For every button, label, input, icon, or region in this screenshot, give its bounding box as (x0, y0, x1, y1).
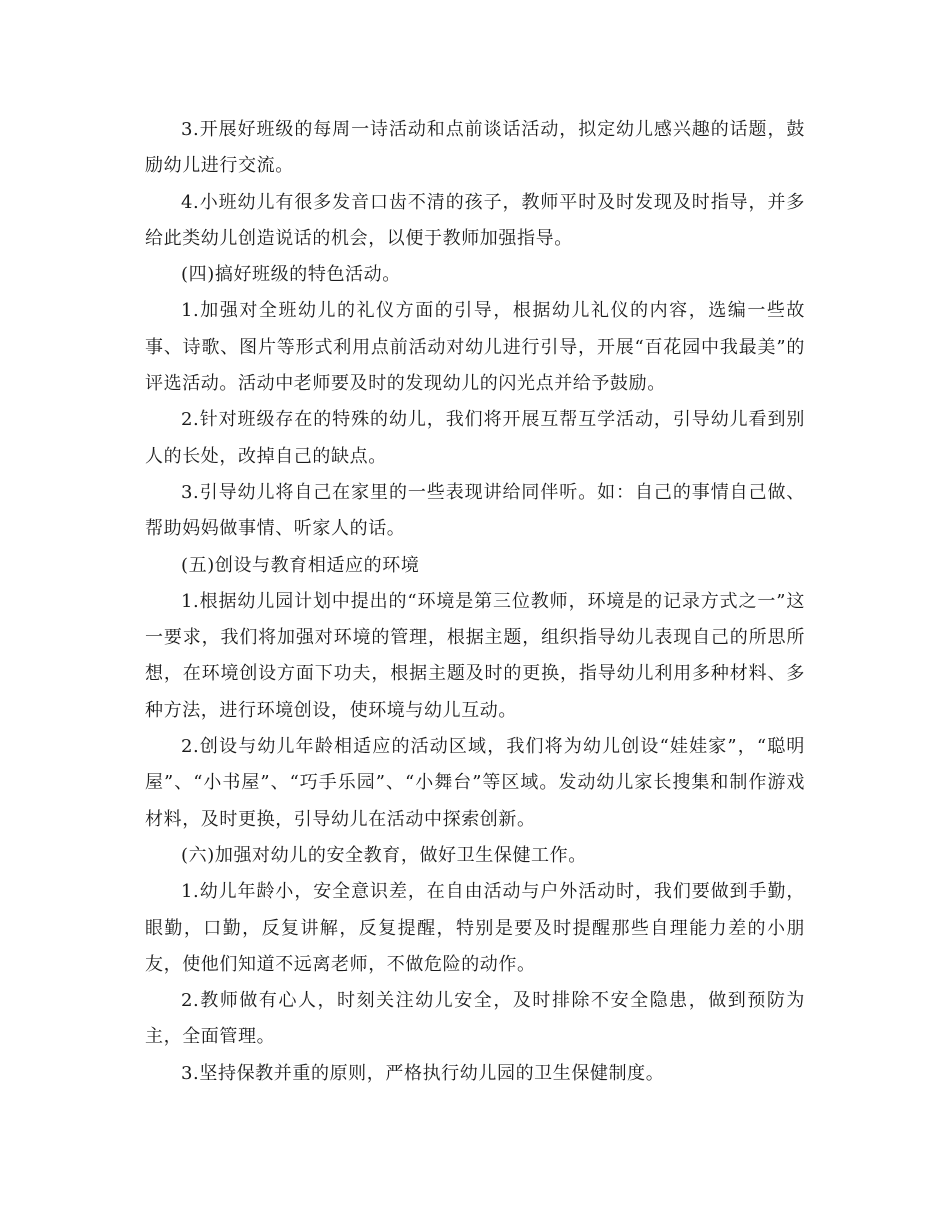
section-heading: (四)搞好班级的特色活动。 (181, 264, 401, 286)
document-body (145, 112, 805, 1092)
paragraph-item: 2.针对班级存在的特殊的幼儿，我们将开展互帮互学活动，引导幼儿看到别人的长处，改掉自己的缺点。 (145, 409, 805, 467)
paragraph-item: 1.加强对全班幼儿的礼仪方面的引导，根据幼儿礼仪的内容，选编一些故事、诗歌、图片等形式利用点前活动对幼儿进行引导，开展“百花园中我最美”的评选活动。活动中老师要及时的发现幼儿的闪光点并给予鼓励。 (145, 300, 805, 395)
paragraph-item: 3.引导幼儿将自己在家里的一些表现讲给同伴听。如：自己的事情自己做、帮助妈妈做事情、听家人的话。 (145, 481, 805, 540)
paragraph-item: 4.小班幼儿有很多发音口齿不清的孩子，教师平时及时发现及时指导，并多给此类幼儿创造说话的机会，以便于教师加强指导。 (145, 191, 805, 249)
paragraph-item: 1.幼儿年龄小，安全意识差，在自由活动与户外活动时，我们要做到手勤，眼勤，口勤，反复讲解，反复提醒，特别是要及时提醒那些自理能力差的小朋友，使他们知道不远离老师，不做危险的动作。 (145, 881, 805, 975)
paragraph-item: 2.创设与幼儿年龄相适应的活动区域，我们将为幼儿创设“娃娃家”，“聪明屋”、“小书屋”、“巧手乐园”、“小舞台”等区域。发动幼儿家长搜集和制作游戏材料，及时更换，引导幼儿在活动中探索创新。 (145, 736, 805, 830)
section-heading: (六)加强对幼儿的安全教育，做好卫生保健工作。 (181, 844, 587, 866)
paragraph-item: 3.开展好班级的每周一诗活动和点前谈话活动，拟定幼儿感兴趣的话题，鼓励幼儿进行交流。 (145, 119, 805, 177)
paragraph-item: 2.教师做有心人，时刻关注幼儿安全，及时排除不安全隐患，做到预防为主，全面管理。 (145, 990, 805, 1048)
paragraph-item: 1.根据幼儿园计划中提出的“环境是第三位教师，环境是的记录方式之一”这一要求，我们将加强对环境的管理，根据主题，组织指导幼儿表现自己的所思所想，在环境创设方面下功夫，根据主题及时的更换，指导幼儿利用多种材料、多种方法，进行环境创设，使环境与幼儿互动。 (145, 590, 805, 721)
section-heading: (五)创设与教育相适应的环境 (181, 554, 420, 576)
paragraph-item: 3.坚持保教并重的原则，严格执行幼儿园的卫生保健制度。 (181, 1062, 665, 1084)
